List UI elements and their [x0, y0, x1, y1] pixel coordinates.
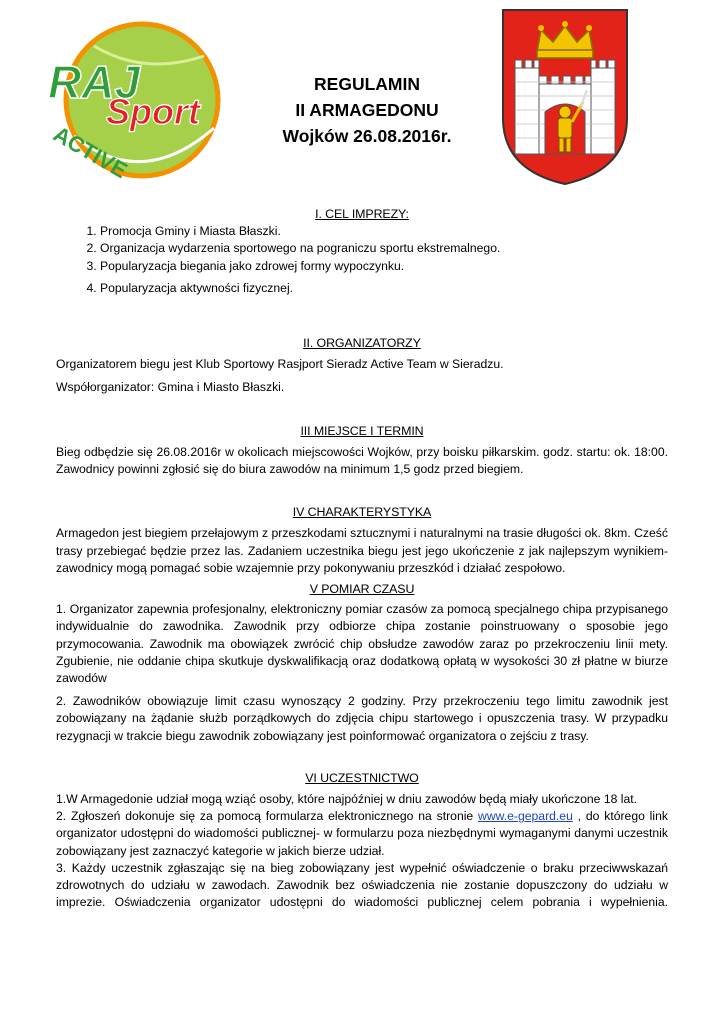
section-heading-charakterystyka: IV CHARAKTERYSTYKA [292, 505, 432, 520]
participation-text-after-link: , do którego link organizator udostępni do wiadomości publicznej- w formularzu poza niezbędnymi wymaganymi danymi uczestnik zobowiązany jest zaznaczyć kategorie w jakich bierze udział. [56, 809, 668, 858]
timing-paragraph-1: 1. Organizator zapewnia profesjonalny, elektroniczny pomiar czasów za pomocą specjalnego chipa przypisanego indywidualnie do zawodnika. Zawodnik przy odbiorze chipa zostanie poinstruowany o sposobie jego przymocowania. Zawodnik ma obowiązek zwrócić chip obsłudze zawodów zaraz po przekroczeniu linii mety. Zgubienie, nie oddanie chipa skutkuje dyskwalifikacją oraz dodatkową opłatą w wysokości 30 zł płatne w biurze zawodów [56, 602, 668, 686]
participation-paragraph-3: 3. Każdy uczestnik zgłaszając się na bieg zobowiązany jest wypełnić oświadczenie o braku przeciwwskazań zdrowotnych do udziału w zawodach. Zawodnik bez oświadczenia nie zostanie dopuszczony do udziału w imprezie. Oświadczenia organizator udostępni do wiadomości publicznej celem pobrania i wypełnienia. [56, 860, 668, 910]
logo-text-sport: Sport [106, 91, 200, 132]
list-item: 1. Promocja Gminy i Miasta Błaszki. [100, 223, 668, 240]
section-heading-cel: I. CEL IMPREZY: [315, 207, 409, 221]
logo-text-raj: RAJ [48, 56, 141, 108]
title-line-3: Wojków 26.08.2016r. [282, 126, 452, 146]
document-body [56, 206, 668, 912]
characteristics-paragraph: Armagedon jest biegiem przełajowym z przeszkodami sztucznymi i naturalnymi na trasie długości ok. 8km. Cześć trasy przebiegać będzie przez las. Zadaniem uczestnika biegu jest jego ukończenie z jak najlepszym wynikiem- zawodnicy mogą pomagać sobie wzajemnie przy pokonywaniu przeszkód i działać zespołowo. [56, 526, 668, 575]
title-line-1: REGULAMIN [314, 74, 420, 94]
participation-paragraph-2 [56, 808, 668, 860]
list-item: 4. Popularyzacja aktywności fizycznej. [100, 280, 668, 297]
section-heading-organizatorzy: II. ORGANIZATORZY [303, 336, 421, 351]
place-time-paragraph: Bieg odbędzie się 26.08.2016r w okolicach miejscowości Wojków, przy boisku piłkarskim. godz. startu: ok. 18:00. Zawodnicy powinni zgłosić się do biura zawodów na minimum 1,5 godz przed biegiem. [56, 444, 668, 477]
rajsport-active-logo [34, 16, 224, 192]
participation-text-before-link: 2. Zgłoszeń dokonuje się za pomocą formularza elektronicznego na stronie [56, 809, 479, 824]
e-gepard-link[interactable]: www.e-gepard.eu [478, 809, 573, 824]
organizer-paragraph: Organizatorem biegu jest Klub Sportowy Rasjport Sieradz Active Team w Sieradzu. [56, 357, 504, 372]
coat-of-arms-icon [501, 8, 629, 186]
document-title [232, 71, 502, 149]
list-item: 3. Popularyzacja biegania jako zdrowej formy wypoczynku. [100, 258, 668, 275]
logo-text-active: ACTIVE [49, 121, 132, 184]
goals-list [56, 223, 668, 297]
section-heading-uczestnictwo: VI UCZESTNICTWO [305, 770, 419, 785]
title-line-2: II ARMAGEDONU [295, 100, 439, 120]
section-heading-miejsce: III MIEJSCE I TERMIN [300, 423, 424, 438]
participation-paragraph-1: 1.W Armagedonie udział mogą wziąć osoby, które najpóźniej w dniu zawodów będą miały ukończone 18 lat. [56, 792, 638, 807]
timing-paragraph-2: 2. Zawodników obowiązuje limit czasu wynoszący 2 godziny. Przy przekroczeniu tego limitu zawodnik jest zobowiązany na żądanie służb porządkowych do zdjęcia chipu startowego i opuszczenia trasy. W przypadku rezygnacji w trakcie biegu zawodnik zobowiązany jest poinformować organizatora o zejściu z trasy. [56, 694, 668, 743]
list-item: 2. Organizacja wydarzenia sportowego na pograniczu sportu ekstremalnego. [100, 240, 668, 257]
coorganizer-paragraph: Współorganizator: Gmina i Miasto Błaszki. [56, 380, 285, 395]
section-heading-pomiar: V POMIAR CZASU [309, 582, 415, 597]
